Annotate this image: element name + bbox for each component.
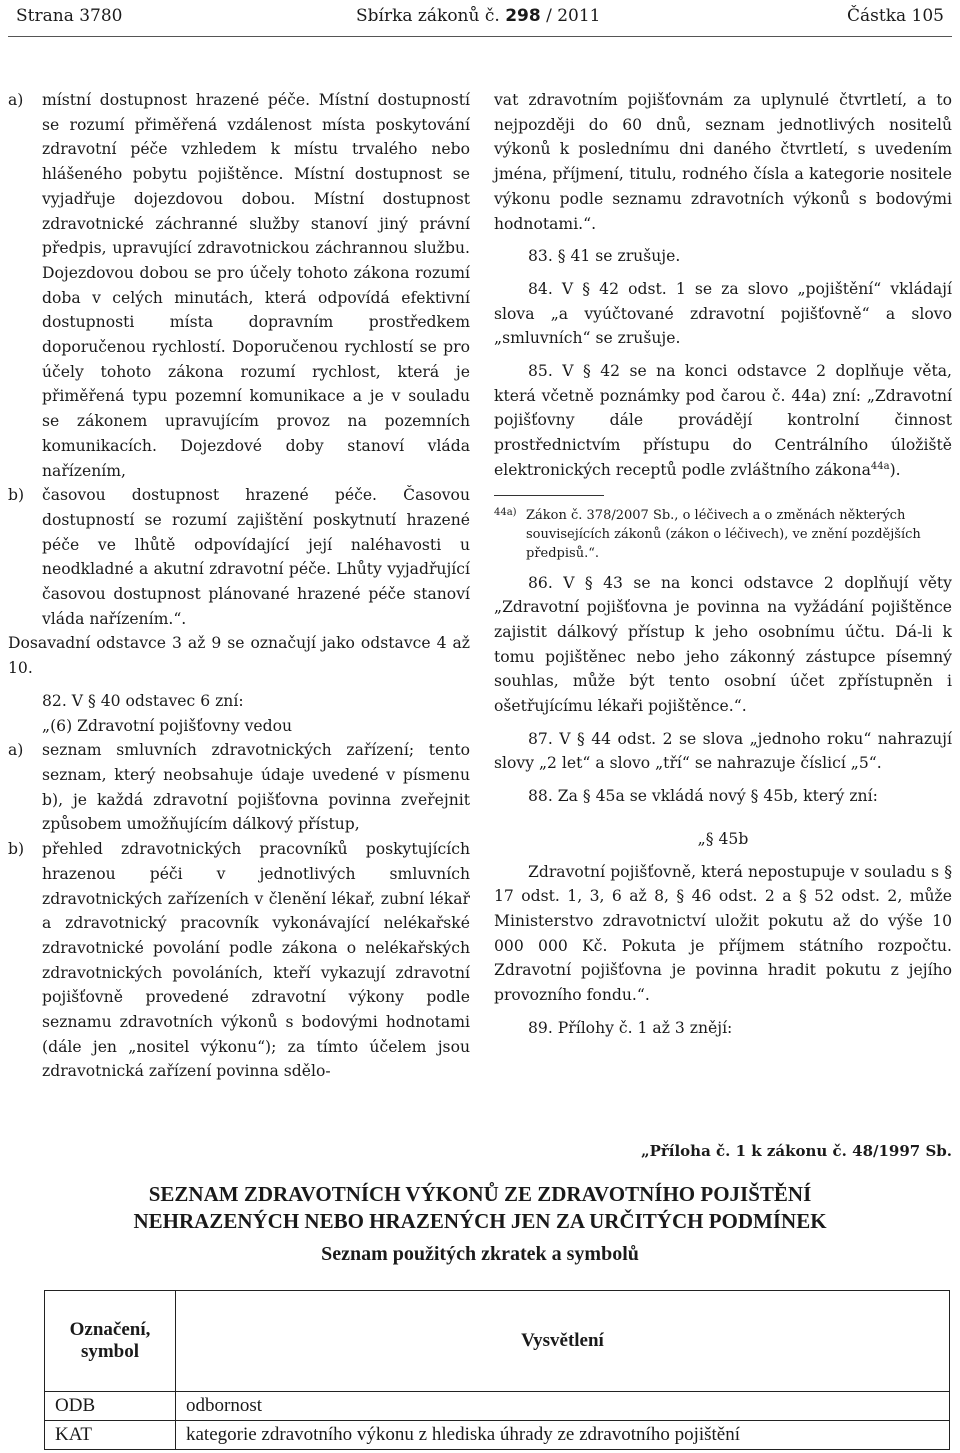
paragraph: 87. V § 44 odst. 2 se slova „jednoho roku“ nahrazují slovy „2 let“ a slovo „tří“ se nahrazuje číslicí „5“. xyxy=(494,729,952,773)
left-column xyxy=(8,88,470,1084)
paragraph: „(6) Zdravotní pojišťovny vedou xyxy=(42,716,293,735)
collection-number: 298 xyxy=(505,6,541,26)
abbreviation-table xyxy=(44,1290,950,1450)
list-item xyxy=(8,837,470,1084)
paragraph: 83. § 41 se zrušuje. xyxy=(528,247,681,266)
item-text: seznam smluvních zdravotnických zařízení; tento seznam, který neobsahuje údaje uvedené v písmenu b), je každá zdravotní pojišťovna povinna zveřejnit způsobem umožňujícím dálkový přístup, xyxy=(42,741,470,834)
paragraph: 86. V § 43 se na konci odstavce 2 doplňují věty „Zdravotní pojišťovna je povinna na vyžádání pojištěnce zajistit dálkový přístup k jeho osobnímu účtu. Dá-li k tomu pojištěnec nebo jeho zákonný zástupce písemný souhlas, může být tento osobní účet zpřístupněn i ošetřujícímu lékaři pojištěnce.“. xyxy=(494,573,952,716)
footnote-mark: 44a) xyxy=(494,506,517,518)
annex-title-line1: SEZNAM ZDRAVOTNÍCH VÝKONŮ ZE ZDRAVOTNÍHO POJIŠTĚNÍ xyxy=(148,1182,812,1206)
header-line: symbol xyxy=(80,1341,140,1362)
annex-reference: „Příloha č. 1 k zákonu č. 48/1997 Sb. xyxy=(640,1142,952,1160)
table-row xyxy=(45,1421,950,1450)
paragraph: 82. V § 40 odstavec 6 zní: xyxy=(42,691,244,710)
column-header-symbol xyxy=(45,1291,176,1392)
list-item xyxy=(8,88,470,483)
footnote-text: Zákon č. 378/2007 Sb., o léčivech a o změnách některých souvisejících zákonů (zákon o léčivech), ve znění pozdějších předpisů.“. xyxy=(526,507,921,561)
footnote-divider xyxy=(494,495,604,496)
paragraph: 88. Za § 45a se vkládá nový § 45b, který zní: xyxy=(528,787,878,806)
header-divider xyxy=(8,36,952,37)
annex-title-line2: NEHRAZENÝCH NEBO HRAZENÝCH JEN ZA URČITÝCH PODMÍNEK xyxy=(133,1209,827,1233)
table-cell-code: ODB xyxy=(45,1392,176,1421)
item-text: přehled zdravotnických pracovníků poskytujících hrazenou péči v jednotlivých smluvních zdravotnických zařízeních v členění lékař, zubní lékař a zdravotnický pracovník vykonávající nelékařské zdravotnické povolání podle zákona o nelékařských zdravotnických povoláních, kteří vykazují zdravotní pojišťovně provedené zdravotní výkony podle seznamu zdravotních výkonů s bodovými hodnotami (dále jen „nositel výkonu“); za tímto účelem jsou zdravotnická zařízení povinna sdělo- xyxy=(42,840,470,1081)
collection-reference xyxy=(356,6,601,26)
section-heading: „§ 45b xyxy=(697,829,749,848)
item-label: a) xyxy=(8,741,24,760)
page-number: Strana 3780 xyxy=(16,6,123,26)
table-cell-code: KAT xyxy=(45,1421,176,1450)
part-number: Částka 105 xyxy=(847,6,944,26)
collection-year: / 2011 xyxy=(540,6,601,26)
item-label: b) xyxy=(8,840,25,859)
paragraph-text: ). xyxy=(889,460,901,479)
footnote xyxy=(494,506,952,563)
paragraph: vat zdravotním pojišťovnám za uplynulé čtvrtletí, a to nejpozději do 60 dnů, seznam jednotlivých nositelů výkonů k poslednímu dni daného čtvrtletí, s uvedením jména, příjmení, titulu, rodného čísla a kategorie nositele výkonu podle seznamu zdravotních výkonů s bodovými hodnotami.“. xyxy=(494,91,952,233)
table-cell-desc: kategorie zdravotního výkonu z hlediska úhrady ze zdravotního pojištění xyxy=(176,1421,950,1450)
item-label: a) xyxy=(8,91,24,109)
item-text: časovou dostupnost hrazené péče. Časovou dostupností se rozumí zajištění poskytnutí hrazené péče ve lhůtě odpovídající její naléhavosti u neodkladné a akutní zdravotní péče. Lhůty vyjadřující časovou dostupnost plánované hrazené péče stanoví vláda nařízením.“. xyxy=(42,486,470,628)
page-header xyxy=(0,0,960,34)
list-item xyxy=(8,738,470,837)
paragraph: Dosavadní odstavce 3 až 9 se označují jako odstavce 4 až 10. xyxy=(8,634,470,678)
collection-prefix: Sbírka zákonů č. xyxy=(356,6,500,26)
item-text: místní dostupnost hrazené péče. Místní dostupností se rozumí přiměřená vzdálenost místa poskytování zdravotní péče vzhledem k místu trvalého nebo hlášeného pobytu pojištěnce. Místní dostupnost se vyjadřuje dojezdovou dobou. Místní dostupnost zdravotnické záchranné služby stanoví jiný právní předpis, upravující zdravotnickou záchrannou službu. Dojezdovou dobou se pro účely tohoto zákona rozumí doba v celých minutách, která odpovídá efektivní dostupnosti místa dopravním prostředkem doporučenou rychlostí. Doporučenou rychlostí se pro účely tohoto zákona rozumí rychlost, která je přiměřená typu pozemní komunikace a je v souladu se zákonem upravujícím provoz na pozemních komunikacích. Dojezdové doby stanoví vláda nařízením, xyxy=(42,91,470,480)
item-label: b) xyxy=(8,486,25,505)
paragraph: 84. V § 42 odst. 1 se za slovo „pojištění“ vkládají slova „a vyúčtované zdravotní pojišťovně“ a slovo „smluvních“ se zrušuje. xyxy=(494,279,952,348)
right-column xyxy=(494,88,952,1041)
paragraph: 89. Přílohy č. 1 až 3 znějí: xyxy=(528,1018,733,1037)
table-cell-desc: odbornost xyxy=(176,1392,950,1421)
footnote-ref: 44a xyxy=(870,460,890,472)
column-header-explanation: Vysvětlení xyxy=(176,1291,950,1392)
paragraph xyxy=(494,359,952,483)
header-line: Označení, xyxy=(69,1319,151,1340)
list-item xyxy=(8,483,470,631)
paragraph: Zdravotní pojišťovně, která nepostupuje v souladu s § 17 odst. 1, 3, 6 až 8, § 46 odst. 2 a § 52 odst. 2, může Ministerstvo zdravotnictví uložit pokutu až do výše 10 000 000 Kč. Pokuta je příjmem státního rozpočtu. Zdravotní pojišťovna je povinna hradit pokutu z jejího provozního fondu.“. xyxy=(494,862,952,1005)
annex-subtitle: Seznam použitých zkratek a symbolů xyxy=(321,1243,639,1265)
table-row xyxy=(45,1392,950,1421)
paragraph-text: 85. V § 42 se na konci odstavce 2 doplňuje věta, která včetně poznámky pod čarou č. 44a) zní: „Zdravotní pojišťovny dále provádějí kontrolní činnost prostřednictvím přístupu do Centrálního úložiště elektronických receptů podle zvláštního zákona xyxy=(494,362,952,479)
table-header-row xyxy=(45,1291,950,1392)
